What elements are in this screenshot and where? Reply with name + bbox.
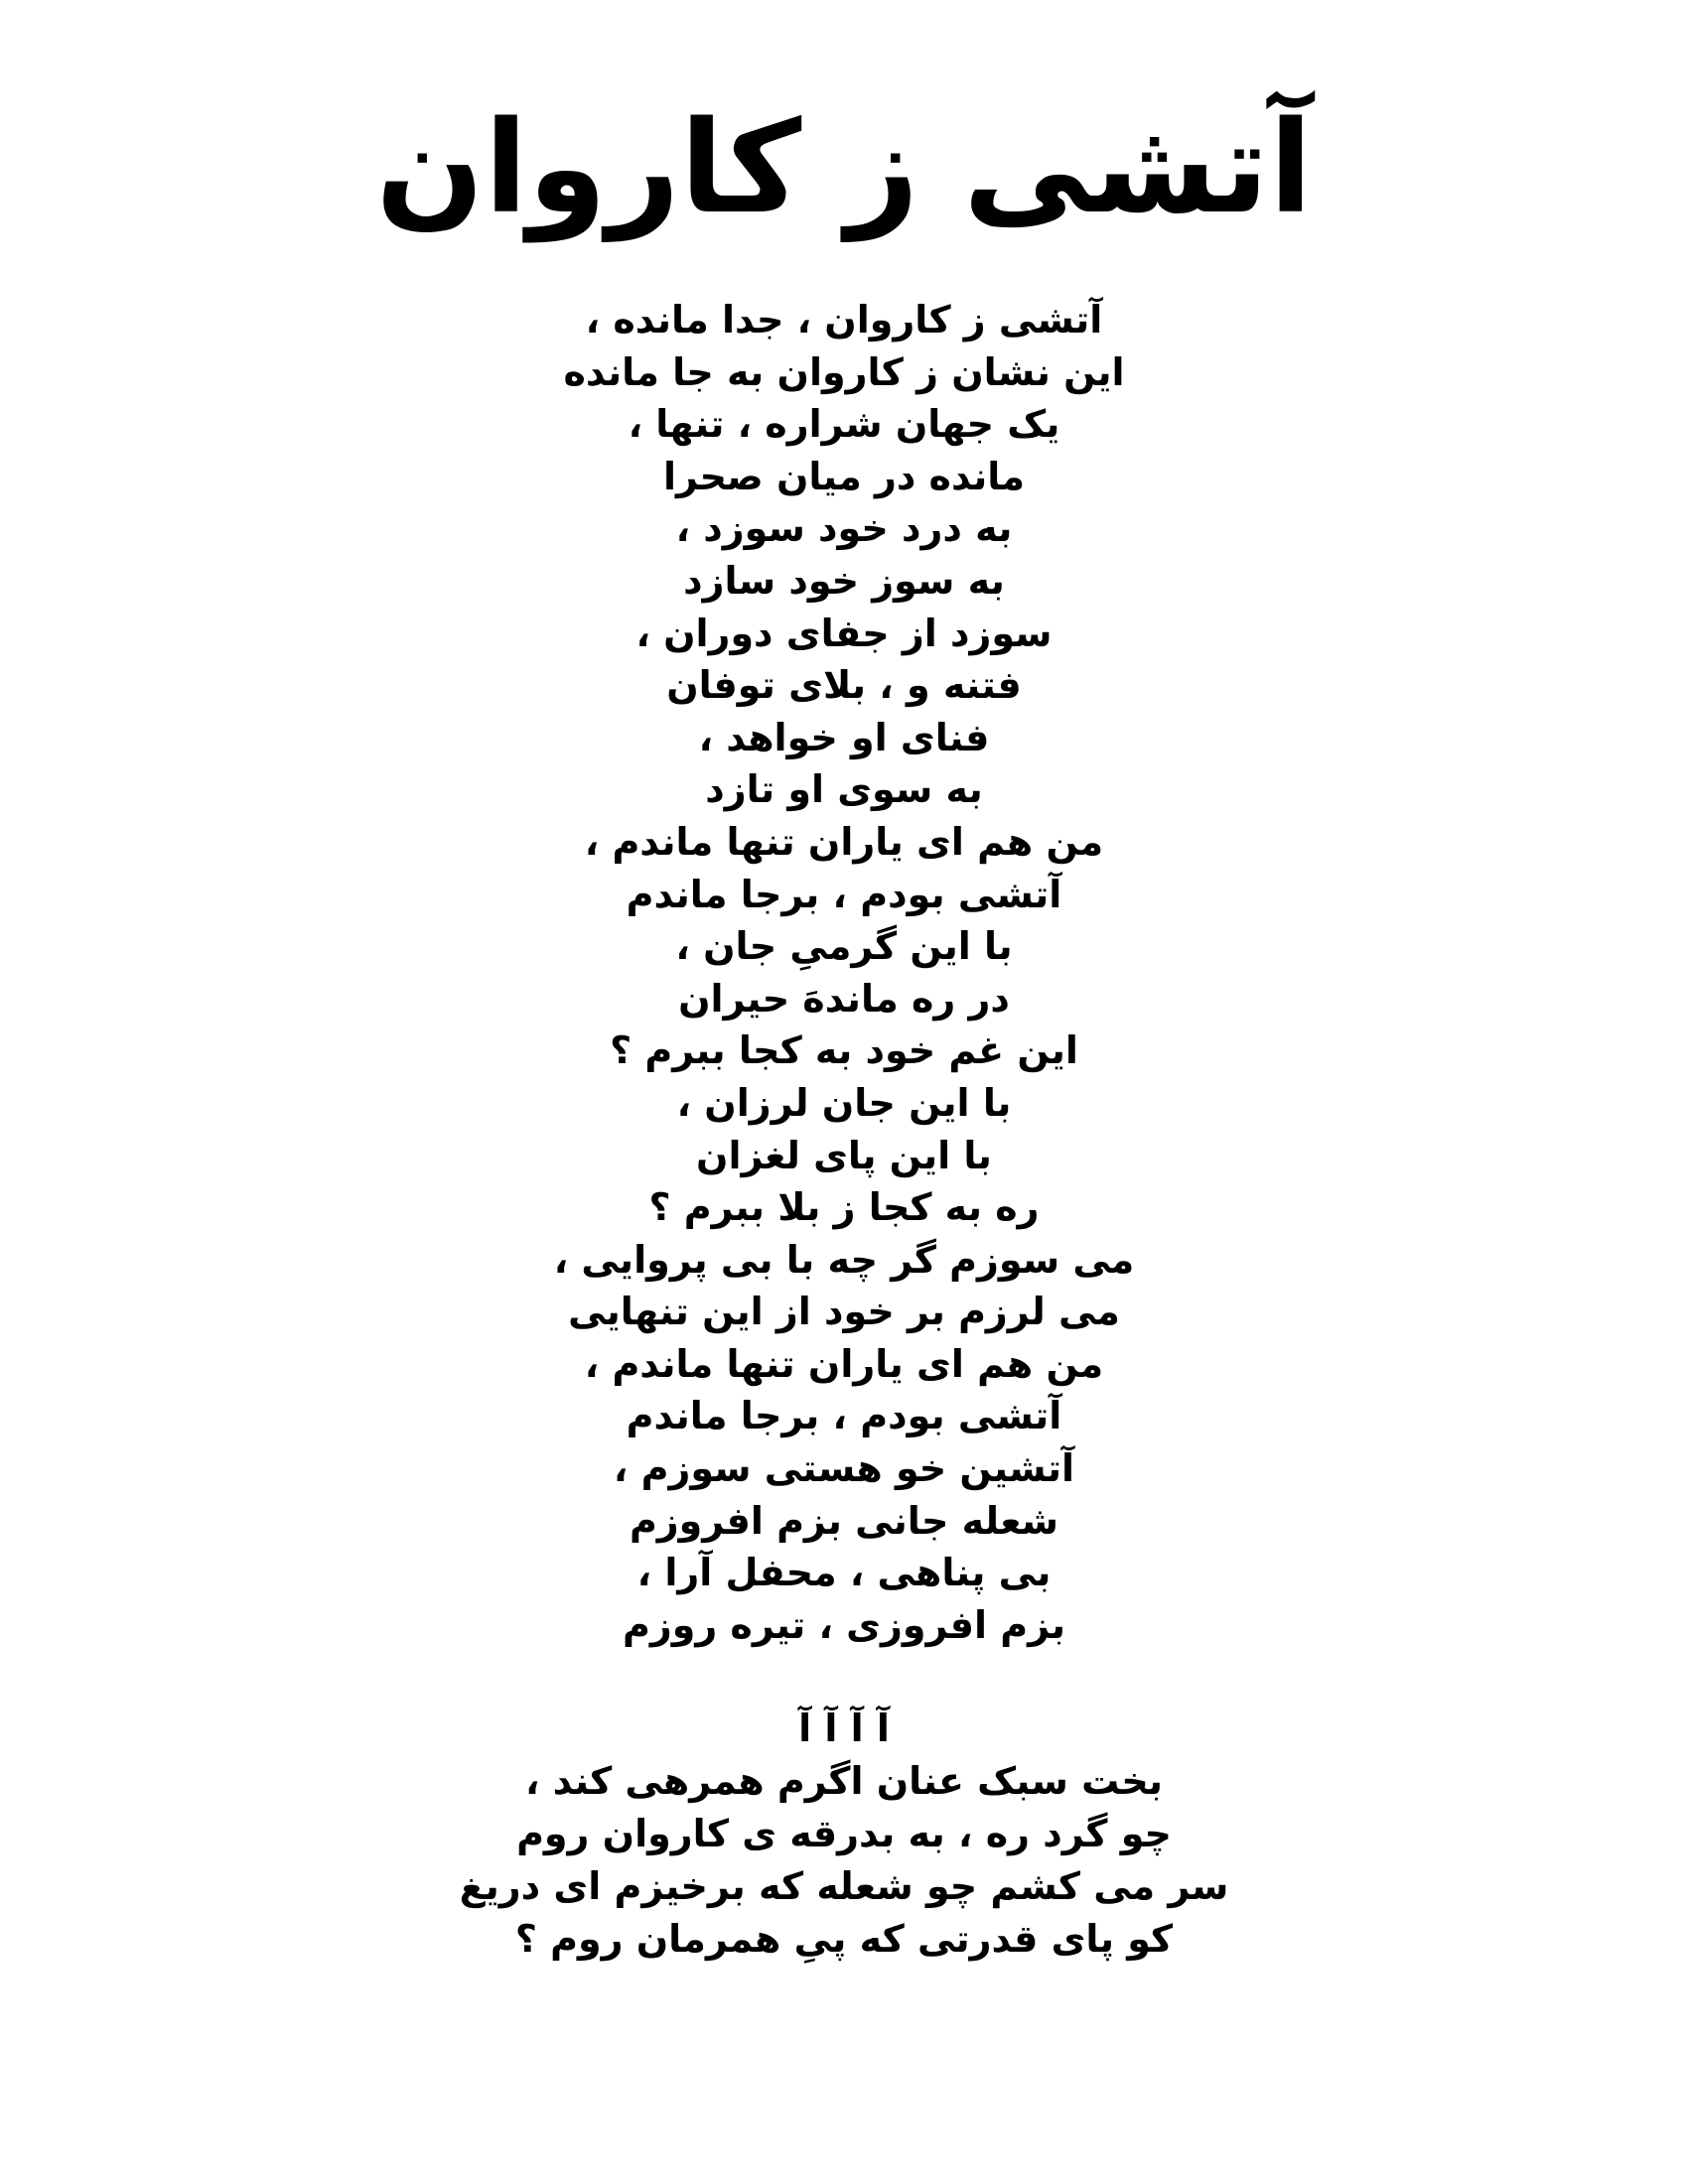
verse-line: در ره ماندهَ حیران [678, 976, 1010, 1021]
verse-line: این غم خود به کجا ببرم ؟ [610, 1028, 1078, 1073]
verse-line: با این پای لغزان [696, 1133, 992, 1177]
verse-line: فتنه و ، بلای توفان [666, 663, 1022, 708]
verse-line: مانده در میان صحرا [662, 454, 1026, 498]
verse-line: به سوز خود سازد [683, 558, 1005, 603]
verse-line: این نشان ز کاروان به جا مانده [563, 349, 1125, 394]
verse-line: آتشی بودم ، برجا ماندم [626, 1394, 1062, 1438]
verse-line: یک جهان شراره ، تنها ، [628, 402, 1060, 447]
verse-line: بزم افروزی ، تیره روزم [622, 1602, 1066, 1647]
poem-verses [0, 294, 1688, 1651]
verse-line: فنای او خواهد ، [698, 715, 990, 759]
closing-line: بخت سبک عنان اگرم همرهی کند ، [524, 1759, 1164, 1803]
verse-line: با این جان لرزان ، [676, 1080, 1012, 1125]
verse-line: ره به کجا ز بلا ببرم ؟ [648, 1185, 1040, 1230]
verse-line: می لرزم بر خود از این تنهایی [568, 1290, 1120, 1334]
verse-line: می سوزم گر چه با بی پروایی ، [553, 1237, 1135, 1282]
verse-line: به سوی او تازد [705, 767, 983, 812]
closing-line: آ آ آ آ [798, 1706, 890, 1750]
verse-line: سوزد از جفای دوران ، [635, 611, 1053, 655]
verse-line: آتشی ز کاروان ، جدا مانده ، [585, 298, 1103, 341]
verse-line: بی پناهی ، محفل آرا ، [636, 1551, 1052, 1595]
verse-line: من هم ای یاران تنها ماندم ، [584, 1341, 1104, 1386]
poem-title: آتشی ز کاروان [375, 94, 1313, 242]
verse-line: به درد خود سوزد ، [675, 506, 1013, 551]
closing-line: کو پای قدرتی که پیِ همرمان روم ؟ [514, 1917, 1174, 1961]
closing-line: سر می کشم چو شعله که برخیزم ای دریغ [459, 1864, 1229, 1908]
verse-line: من هم ای یاران تنها ماندم ، [584, 819, 1104, 864]
verse-line: شعله جانی بزم افروزم [629, 1498, 1059, 1543]
verse-line: با این گرمیِ جان ، [675, 924, 1013, 969]
verse-line: آتشی بودم ، برجا ماندم [626, 872, 1062, 916]
verse-line: آتشین خو هستی سوزم ، [613, 1446, 1075, 1491]
closing-stanza [0, 1703, 1688, 1966]
closing-line: چو گرد ره ، به بدرقه ی کاروان روم [516, 1812, 1172, 1855]
